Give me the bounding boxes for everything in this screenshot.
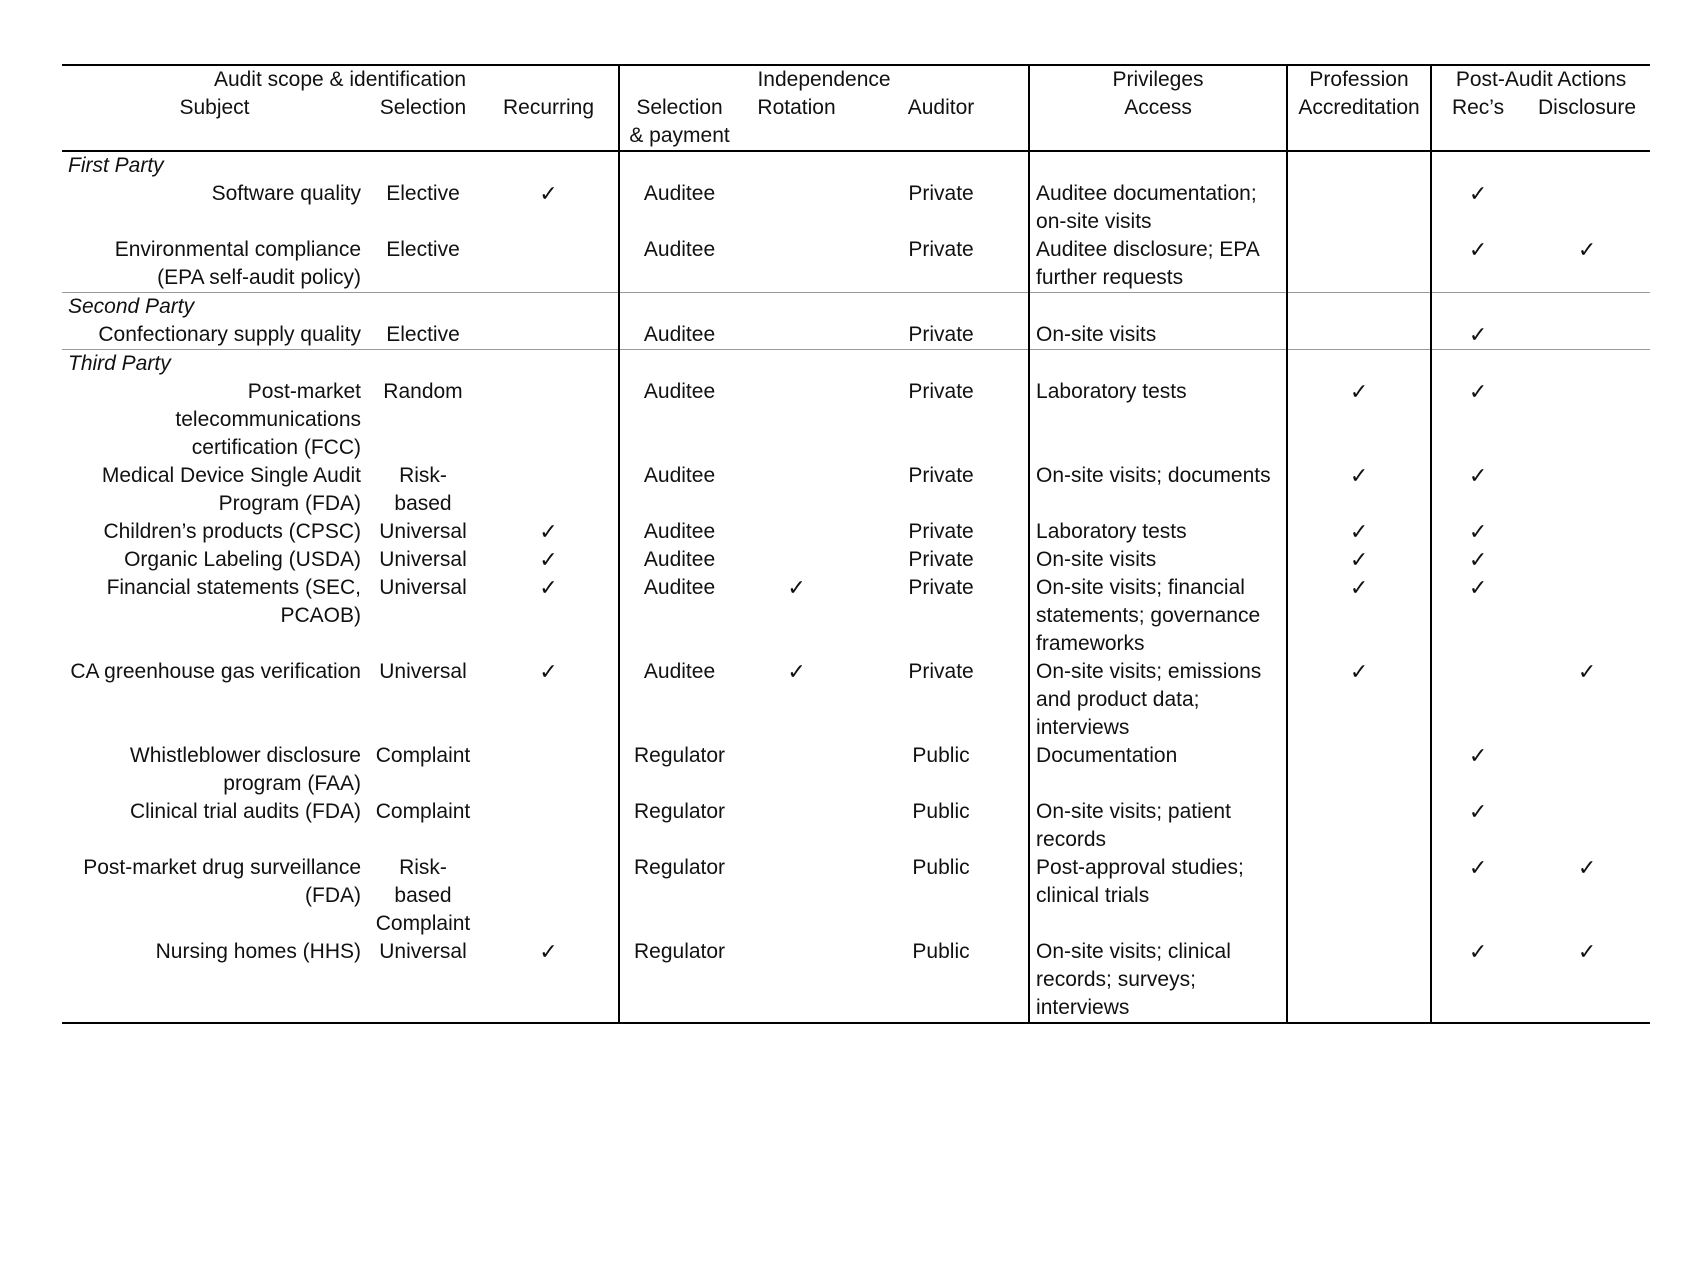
table-row [62,378,1650,462]
cell-selection-payment: Auditee [619,180,739,236]
cell-subject: Post-market telecommunications certification (FCC) [175,380,361,459]
cell-recurring [479,462,619,518]
cell-recurring [479,798,619,854]
cell-recurring [479,321,619,350]
cell-selection-payment: Auditee [619,321,739,350]
group-header-profession: Profession [1287,65,1431,94]
cell-rotation [739,854,854,938]
section-spacer-cell [619,293,1029,322]
cell-rotation [739,236,854,293]
cell-selection: Elective [386,182,460,205]
group-header-post-audit: Post-Audit Actions [1431,65,1650,94]
section-spacer-cell [1029,151,1287,180]
cell-access: On-site visits; clinical records; surveys; interviews [1029,938,1287,1023]
col-header-accreditation: Accreditation [1287,94,1431,151]
table-row [62,742,1650,798]
cell-selection-payment: Auditee [619,574,739,658]
cell-selection: Universal [367,938,479,1023]
cell-selection: Universal [379,660,467,683]
cell-recs: ✓ [1431,742,1524,798]
cell-accreditation: ✓ [1287,462,1431,518]
cell-selection: Random [383,380,463,403]
cell-selection: Universal [379,520,467,543]
group-header-independence: Independence [619,65,1029,94]
table-row [62,574,1650,658]
cell-selection-payment: Auditee [619,462,739,518]
cell-subject: Financial statements (SEC, PCAOB) [106,576,361,627]
cell-subject: Clinical trial audits (FDA) [129,800,361,823]
cell-rotation [739,518,854,546]
cell-disclosure [1524,462,1650,518]
cell-auditor: Private [908,576,974,599]
cell-subject: Confectionary supply quality [98,323,361,346]
cell-accreditation: ✓ [1287,518,1431,546]
cell-selection: Elective [386,238,460,261]
cell-auditor: Private [908,380,974,403]
col-header-rotation: Rotation [757,96,836,119]
cell-selection-payment: Auditee [619,518,739,546]
cell-recs: ✓ [1431,798,1524,854]
col-header-selection-payment-line1: Selection [636,96,723,119]
table-row [62,798,1650,854]
table-row [62,462,1650,518]
cell-access: On-site visits; documents [1029,462,1287,518]
cell-subject: Whistleblower disclosure program (FAA) [129,744,361,795]
cell-access: On-site visits [1029,546,1287,574]
cell-accreditation [1287,938,1431,1023]
cell-auditor: Private [908,182,974,205]
cell-selection-payment: Auditee [619,658,739,742]
cell-rotation [739,798,854,854]
col-header-recurring: Recurring [502,96,595,119]
audit-comparison-table [62,64,1650,1024]
col-header-access: Access [1029,94,1287,151]
cell-disclosure [1524,518,1650,546]
cell-recurring: ✓ [539,547,558,572]
cell-recs: ✓ [1431,180,1524,236]
cell-auditor: Private [908,238,974,261]
cell-subject: Organic Labeling (USDA) [124,548,361,571]
cell-accreditation [1287,236,1431,293]
cell-selection: Complaint [375,744,471,767]
cell-selection-payment: Regulator [619,938,739,1023]
cell-auditor: Public [912,800,970,823]
section-spacer-cell [1287,293,1431,322]
cell-recurring: ✓ [539,575,558,600]
cell-accreditation [1287,321,1431,350]
col-header-selection-payment-line2: & payment [629,124,730,147]
section-spacer-cell [619,151,1029,180]
cell-selection: Risk-based [394,464,452,515]
section-spacer-cell [1431,151,1650,180]
cell-recs: ✓ [1431,546,1524,574]
section-header-row [62,350,1650,379]
cell-auditor: Private [908,464,974,487]
cell-rotation [739,546,854,574]
cell-disclosure [1524,798,1650,854]
cell-recurring: ✓ [479,938,619,1023]
cell-recurring: ✓ [539,519,558,544]
col-header-auditor: Auditor [907,96,975,119]
cell-rotation [739,180,854,236]
cell-access: Laboratory tests [1029,518,1287,546]
cell-accreditation [1287,742,1431,798]
cell-recurring [479,378,619,462]
col-header-selection-payment [619,94,739,151]
cell-recs: ✓ [1431,574,1524,658]
cell-subject: Environmental compliance (EPA self-audit policy) [114,238,361,289]
cell-auditor: Public [854,938,1029,1023]
cell-auditor: Public [912,856,970,879]
section-spacer-cell [619,350,1029,379]
cell-accreditation: ✓ [1287,658,1431,742]
section-spacer-cell [1287,151,1431,180]
section-header-row [62,293,1650,322]
cell-subject: CA greenhouse gas verification [70,660,361,683]
table-row [62,236,1650,293]
cell-accreditation: ✓ [1287,574,1431,658]
cell-recs [1431,658,1524,742]
cell-auditor: Private [908,323,974,346]
cell-disclosure: ✓ [1577,855,1597,880]
cell-recurring: ✓ [539,181,558,206]
cell-disclosure [1524,378,1650,462]
group-header-row [62,65,1650,94]
cell-access: On-site visits [1029,321,1287,350]
cell-recurring [479,742,619,798]
section-spacer-cell [1431,293,1650,322]
table-row [62,546,1650,574]
cell-subject: Post-market drug surveillance (FDA) [83,856,361,907]
cell-accreditation [1287,798,1431,854]
cell-subject: Nursing homes (HHS) [62,938,367,1023]
cell-recs: ✓ [1431,378,1524,462]
cell-selection-payment: Regulator [619,742,739,798]
cell-access: Laboratory tests [1029,378,1287,462]
cell-disclosure: ✓ [1524,938,1650,1023]
cell-selection-payment: Auditee [619,378,739,462]
cell-selection: Universal [379,576,467,599]
cell-rotation [739,742,854,798]
table-body [62,151,1650,1023]
col-header-recs: Rec’s [1431,94,1524,151]
col-header-subject: Subject [179,96,250,119]
cell-rotation [739,462,854,518]
cell-selection-payment: Auditee [619,546,739,574]
section-spacer-cell [1029,293,1287,322]
group-header-scope: Audit scope & identification [213,68,467,91]
cell-rotation: ✓ [787,659,806,684]
cell-recs: ✓ [1431,321,1524,350]
cell-auditor: Public [912,744,970,767]
cell-disclosure [1524,546,1650,574]
cell-disclosure [1524,180,1650,236]
cell-rotation [739,321,854,350]
cell-auditor: Private [908,520,974,543]
table-row [62,321,1650,350]
cell-access: Post-approval studies; clinical trials [1029,854,1287,938]
cell-access: On-site visits; financial statements; governance frameworks [1029,574,1287,658]
cell-disclosure [1524,742,1650,798]
cell-selection: Complaint [375,800,471,823]
cell-accreditation: ✓ [1287,378,1431,462]
table-row [62,658,1650,742]
column-header-row [62,94,1650,151]
cell-rotation [739,378,854,462]
col-header-selection: Selection [379,96,467,119]
cell-recs: ✓ [1431,462,1524,518]
cell-recs: ✓ [1431,236,1524,293]
cell-rotation: ✓ [787,575,806,600]
cell-access: On-site visits; patient records [1029,798,1287,854]
cell-subject: Medical Device Single Audit Program (FDA) [101,464,361,515]
cell-accreditation [1287,854,1431,938]
cell-recs: ✓ [1431,518,1524,546]
cell-disclosure: ✓ [1577,659,1597,684]
cell-selection-payment: Auditee [619,236,739,293]
cell-recurring: ✓ [539,659,558,684]
cell-subject: Software quality [211,182,361,205]
cell-recs: ✓ [1431,854,1524,938]
cell-access: Auditee documentation; on-site visits [1029,180,1287,236]
cell-recs: ✓ [1431,938,1524,1023]
table-row [62,518,1650,546]
cell-accreditation [1287,180,1431,236]
table-row [62,938,1650,1023]
cell-auditor: Private [908,660,974,683]
section-header-row [62,151,1650,180]
cell-selection: Risk-based Complaint [375,856,471,935]
cell-selection-payment: Regulator [619,854,739,938]
cell-access: On-site visits; emissions and product data; interviews [1029,658,1287,742]
section-spacer-cell [1029,350,1287,379]
cell-selection: Universal [379,548,467,571]
table-row [62,180,1650,236]
cell-selection: Elective [386,323,460,346]
section-label: Second Party [62,293,619,322]
group-header-privileges: Privileges [1029,65,1287,94]
table-row [62,854,1650,938]
cell-disclosure: ✓ [1577,237,1597,262]
col-header-disclosure: Disclosure [1538,96,1637,119]
cell-recurring [479,854,619,938]
section-spacer-cell [1287,350,1431,379]
cell-disclosure [1524,321,1650,350]
cell-access: Documentation [1029,742,1287,798]
cell-subject: Children’s products (CPSC) [103,520,361,543]
cell-disclosure [1524,574,1650,658]
cell-recurring [479,236,619,293]
cell-selection-payment: Regulator [619,798,739,854]
section-label: First Party [68,154,164,177]
section-spacer-cell [1431,350,1650,379]
cell-accreditation: ✓ [1287,546,1431,574]
cell-access: Auditee disclosure; EPA further requests [1029,236,1287,293]
cell-rotation [739,938,854,1023]
cell-auditor: Private [908,548,974,571]
section-label: Third Party [62,350,619,379]
